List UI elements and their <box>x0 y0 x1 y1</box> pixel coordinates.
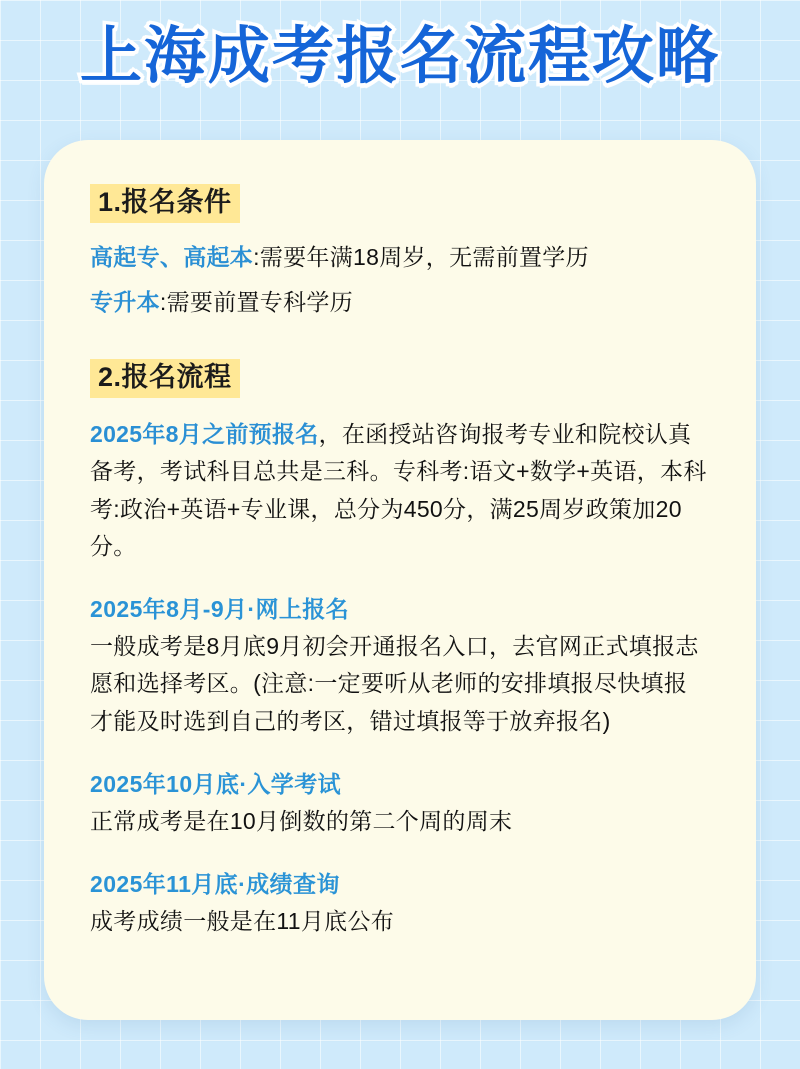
step-4-body <box>90 903 710 940</box>
step-3-title: 2025年10月底·入学考试 <box>90 770 342 797</box>
section-heading-2: 2.报名流程 <box>90 359 240 398</box>
step-2-title: 2025年8月-9月·网上报名 <box>90 596 350 622</box>
section-heading-1: 1.报名条件 <box>90 184 240 223</box>
step-3-body-underlined: 10月倒数的第二个周的周末 <box>229 807 513 834</box>
step-1-title: 2025年8月之前预报名 <box>90 421 319 447</box>
step-1-title-tail: ，在函授站咨询报考专业和院校认真备考， <box>90 421 692 485</box>
step-4-body-pre: 成考成绩一般是在 <box>90 908 277 934</box>
step-1-paragraph <box>90 416 710 565</box>
step-2-body-underlined: 8月底9月初会开通报名入口 <box>206 633 489 659</box>
condition-text-2: 需要前置专科学历 <box>166 289 354 315</box>
process-step-1 <box>90 416 710 565</box>
process-step-2 <box>90 591 710 740</box>
condition-sep-1: : <box>253 243 260 270</box>
condition-sep-2: : <box>159 289 167 315</box>
section-registration-conditions <box>90 184 710 321</box>
condition-line-2 <box>90 284 710 321</box>
condition-line-1 <box>90 239 710 276</box>
step-3-body-pre: 正常成考是在 <box>90 807 230 834</box>
section-registration-process <box>90 329 710 940</box>
content-card <box>44 140 756 1020</box>
step-3-body <box>90 803 710 840</box>
condition-label-1: 高起专、高起本 <box>90 243 254 270</box>
condition-label-2: 专升本 <box>90 289 160 315</box>
process-step-4 <box>90 866 710 940</box>
step-2-body-pre: 一般成考是 <box>90 633 207 659</box>
poster-title-wrap <box>0 19 800 92</box>
step-1-body-underlined: 考试科目总共是三科。专科考:语文+数学+英语，本科考:政治+英语+专业课，总分为450分，满25周岁政策加20分。 <box>90 458 707 559</box>
step-2-body <box>90 628 710 740</box>
step-2-body-post: ，去官网正式填报志愿和选择考区。(注意:一定要听从老师的安排填报尽快填报才能及时选到自己的考区，错过填报等于放弃报名) <box>90 633 699 734</box>
step-4-body-underlined: 11月底公布 <box>276 908 395 934</box>
page-title: 上海成考报名流程攻略 <box>79 19 720 92</box>
condition-text-1: 需要年满18周岁，无需前置学历 <box>259 243 589 270</box>
process-step-3 <box>90 766 710 840</box>
step-4-title: 2025年11月底·成绩查询 <box>90 871 340 897</box>
